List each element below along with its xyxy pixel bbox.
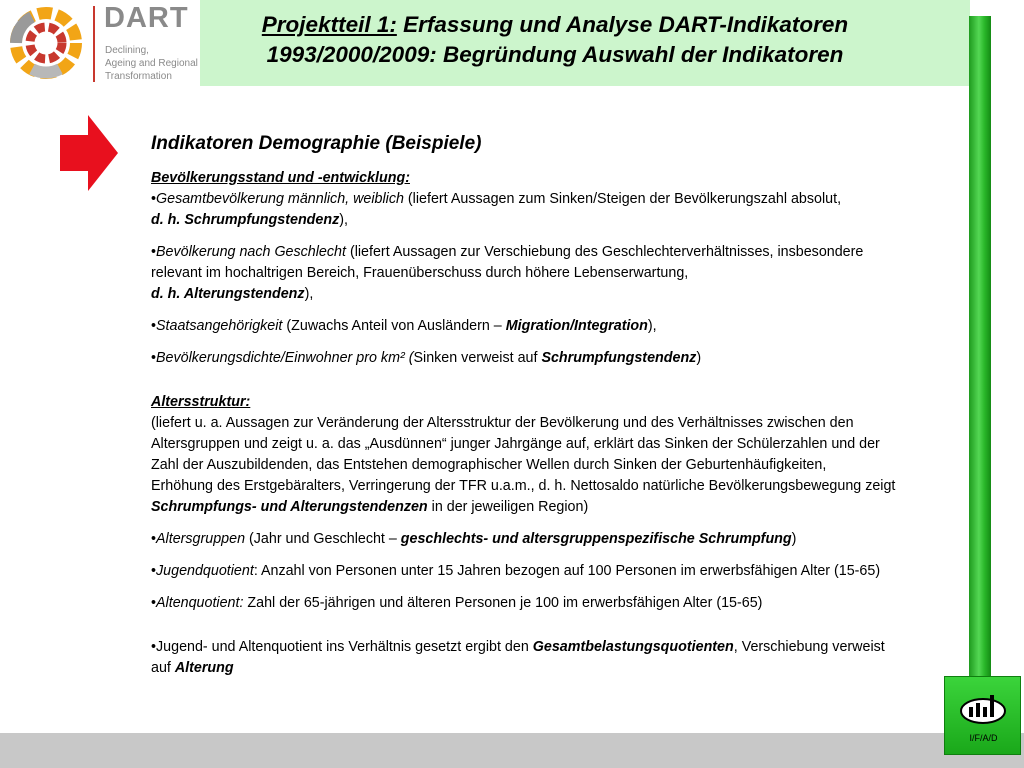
title-line-1: Projektteil 1: Erfassung und Analyse DART-Indikatoren — [261, 12, 849, 37]
dart-logo-icon — [2, 0, 92, 86]
subheading-bevoelkerungsstand: Bevölkerungsstand und -entwicklung: — [151, 170, 410, 186]
dart-logo — [0, 0, 200, 86]
subheading-altersstruktur: Altersstruktur: — [151, 394, 251, 410]
content-body — [151, 133, 956, 679]
bullet-jugendquotient: •Jugendquotient: Anzahl von Personen unter 15 Jahren bezogen auf 100 Personen im erwerbsfähigen Alter (15-65) — [151, 563, 881, 579]
logo-divider — [93, 6, 95, 82]
red-arrow-icon — [60, 115, 120, 191]
ifad-chart-icon — [945, 677, 1022, 733]
bullet-geschlecht: •Bevölkerung nach Geschlecht (liefert Aussagen zur Verschiebung des Geschlechterverhältnisses, insbesondere relevant im hochaltrigen Bereich, Frauenüberschuss durch höhere Lebenserwartung, d. h. Alterungstendenz), — [151, 244, 864, 302]
title-line-2: 1993/2000/2009: Begründung Auswahl der Indikatoren — [266, 42, 844, 67]
footer-bar — [0, 733, 1024, 768]
altersstruktur-paragraph: (liefert u. a. Aussagen zur Veränderung der Altersstruktur der Bevölkerung und des Verhältnisses zwischen den Altersgruppen und zeigt u. a. das „Ausdünnen“ junger Jahrgänge auf, erklärt das Sinken der Schülerzahlen und der Zahl der Auszubildenden, das Entstehen demographischer Wellen durch Sinken der Geburtenhäufigkeiten, Erhöhung des Erstgebäralters, Verringerung der TFR u.a.m., d. h. Nettosaldo natürliche Bevölkerungsbewegung zeigt Schrumpfungs- und Alterungstendenzen in der jeweiligen Region) — [151, 415, 896, 515]
logo-subtitle: Declining, Ageing and Regional Transformation — [105, 45, 198, 82]
bullet-gesamtbevoelkerung: •Gesamtbevölkerung männlich, weiblich (liefert Aussagen zum Sinken/Steigen der Bevölkerungszahl absolut, d. h. Schrumpfungstendenz), — [151, 191, 842, 228]
section-heading: Indikatoren Demographie (Beispiele) — [151, 133, 482, 154]
bullet-altenquotient: •Altenquotient: Zahl der 65-jährigen und älteren Personen je 100 im erwerbsfähigen Alter (15-65) — [151, 595, 763, 611]
ifad-label: I/F/A/D — [969, 733, 998, 743]
logo-name: DART — [104, 2, 189, 34]
page-title — [200, 10, 910, 70]
bullet-staatsangehoerigkeit: •Staatsangehörigkeit (Zuwachs Anteil von Ausländern – Migration/Integration), — [151, 318, 657, 334]
bullet-altersgruppen: •Altersgruppen (Jahr und Geschlecht – geschlechts- und altersgruppenspezifische Schrumpfung) — [151, 531, 797, 547]
bullet-bevoelkerungsdichte: •Bevölkerungsdichte/Einwohner pro km² (Sinken verweist auf Schrumpfungstendenz) — [151, 350, 702, 366]
green-vertical-bar — [969, 16, 991, 768]
bullet-gesamtbelastung: •Jugend- und Altenquotient ins Verhältnis gesetzt ergibt den Gesamtbelastungsquotienten, Verschiebung verweist auf Alterung — [151, 639, 885, 676]
ifad-logo — [944, 676, 1021, 755]
